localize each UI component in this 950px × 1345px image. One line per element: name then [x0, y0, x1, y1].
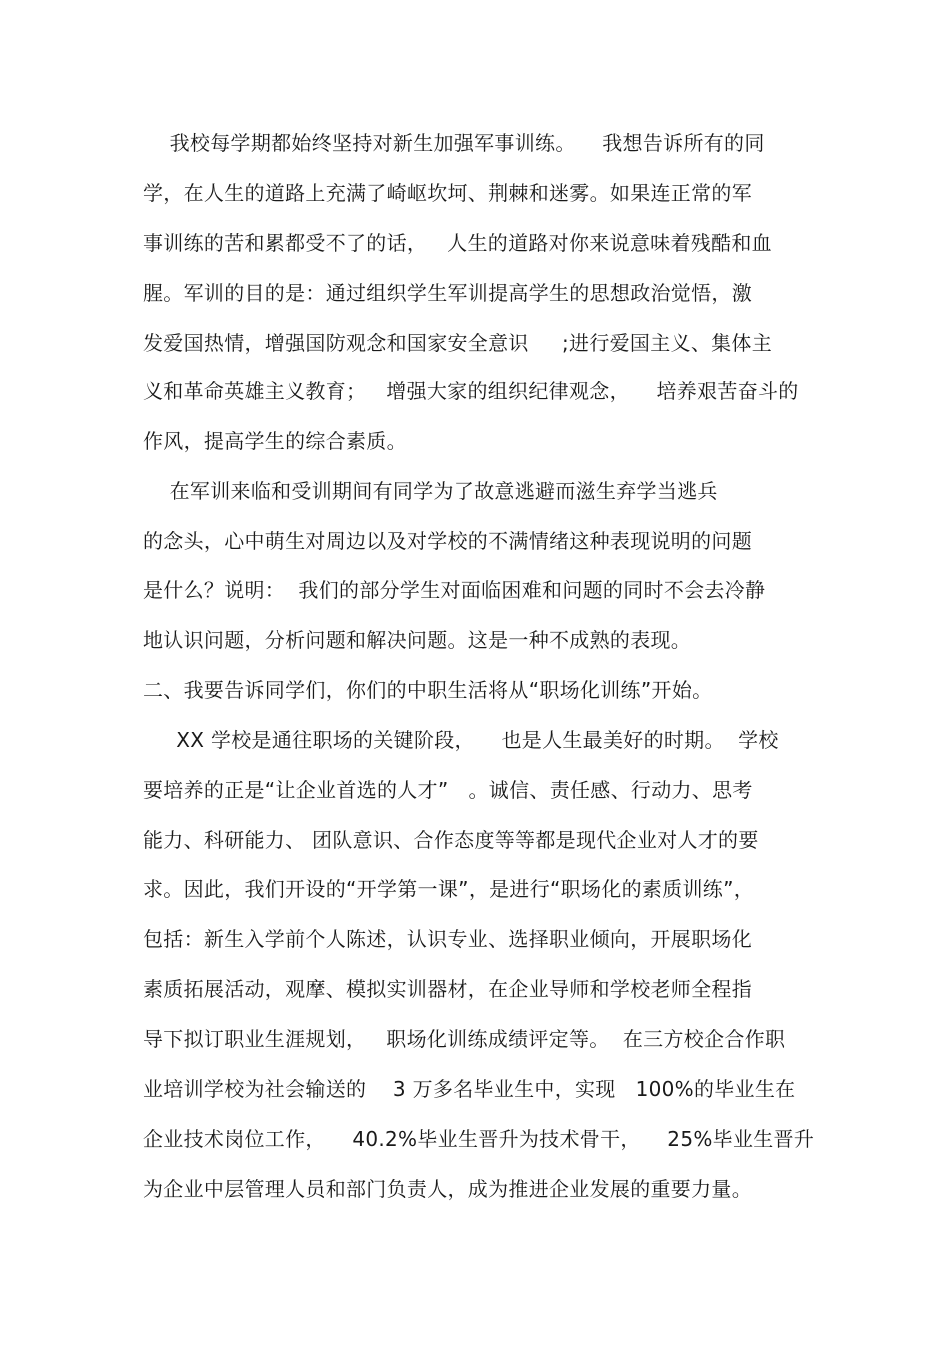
text-line: 求。因此，我们开设的“开学第一课”，是进行“职场化的素质训练”，: [143, 877, 755, 901]
text-line: 义和革命英雄主义教育； 增强大家的组织纪律观念， 培养艰苦奋斗的: [143, 379, 799, 403]
text-line: 在军训来临和受训期间有同学为了故意逃避而滋生弃学当逃兵: [143, 479, 718, 503]
text-line: 为企业中层管理人员和部门负责人，成为推进企业发展的重要力量。: [143, 1177, 752, 1201]
text-line: 学，在人生的道路上充满了崎岖坎坷、荆棘和迷雾。如果连正常的军: [143, 181, 752, 205]
text-line: 是什么？说明： 我们的部分学生对面临困难和问题的同时不会去冷静: [143, 578, 766, 602]
text-line: 地认识问题，分析问题和解决问题。这是一种不成熟的表现。: [143, 628, 692, 652]
text-line: 要培养的正是“让企业首选的人才” 。诚信、责任感、行动力、思考: [143, 778, 753, 802]
text-line: 能力、科研能力、 团队意识、合作态度等等都是现代企业对人才的要: [143, 828, 759, 852]
text-line: 事训练的苦和累都受不了的话， 人生的道路对你来说意味着残酷和血: [143, 231, 772, 255]
section-heading: 二、我要告诉同学们，你们的中职生活将从“职场化训练”开始。: [143, 678, 713, 702]
text-line: 素质拓展活动，观摩、模拟实训器材，在企业导师和学校老师全程指: [143, 977, 752, 1001]
text-line: 作风，提高学生的综合素质。: [143, 429, 407, 453]
text-line: 导下拟订职业生涯规划， 职场化训练成绩评定等。 在三方校企合作职: [143, 1027, 786, 1051]
text-line: 腥。军训的目的是：通过组织学生军训提高学生的思想政治觉悟，激: [143, 281, 752, 305]
text-line: 的念头，心中萌生对周边以及对学校的不满情绪这种表现说明的问题: [143, 529, 752, 553]
text-line: 业培训学校为社会输送的 3 万多名毕业生中，实现 100%的毕业生在: [143, 1077, 796, 1101]
text-line: 发爱国热情，增强国防观念和国家安全意识 ;进行爱国主义、集体主: [143, 331, 773, 355]
text-line: 企业技术岗位工作， 40.2%毕业生晋升为技术骨干， 25%毕业生晋升: [143, 1127, 815, 1151]
text-line: 我校每学期都始终坚持对新生加强军事训练。 我想告诉所有的同: [143, 131, 765, 155]
text-line: 包括：新生入学前个人陈述，认识专业、选择职业倾向，开展职场化: [143, 927, 752, 951]
text-line: XX 学校是通往职场的关键阶段， 也是人生最美好的时期。 学校: [143, 728, 779, 752]
